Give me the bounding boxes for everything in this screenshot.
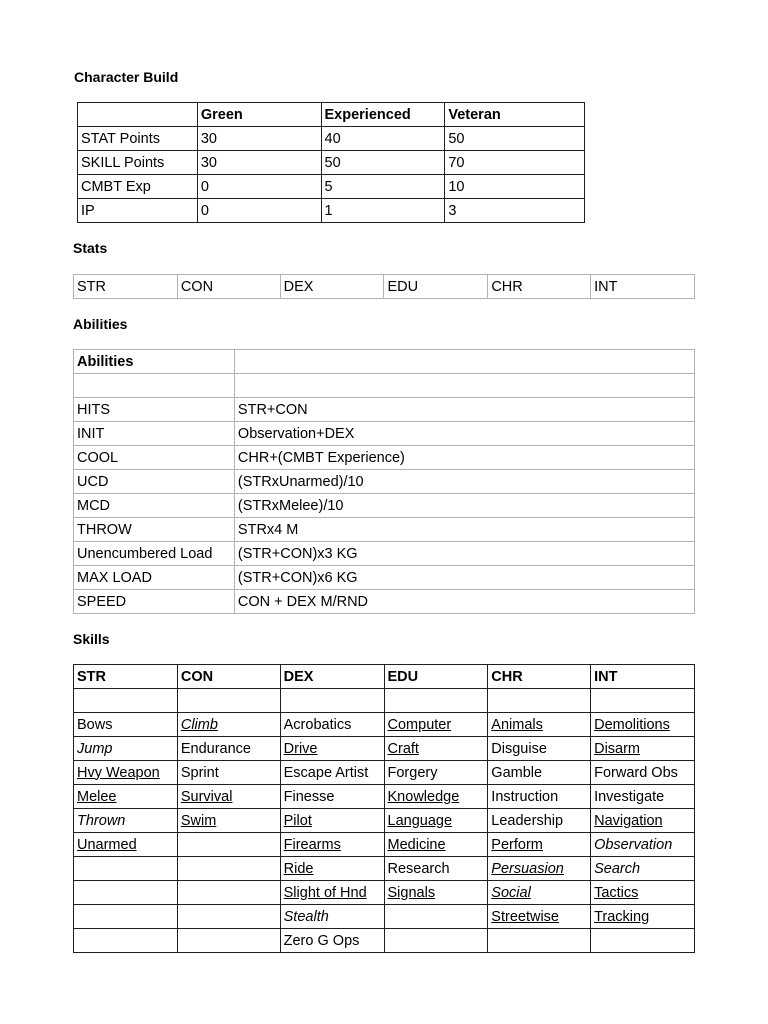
skill-cell: Research <box>384 857 488 881</box>
table-row <box>74 761 695 785</box>
table-cell: 70 <box>445 151 585 175</box>
table-row <box>74 494 695 518</box>
skill-cell: Unarmed <box>74 833 178 857</box>
abilities-table <box>73 349 695 614</box>
skill-cell: Observation <box>591 833 695 857</box>
table-cell: STR+CON <box>234 398 694 422</box>
skill-cell <box>74 929 178 953</box>
table-cell: HITS <box>74 398 235 422</box>
skill-cell <box>280 689 384 713</box>
table-row <box>74 689 695 713</box>
table-cell: MAX LOAD <box>74 566 235 590</box>
table-row <box>74 905 695 929</box>
skill-cell: Zero G Ops <box>280 929 384 953</box>
table-row <box>78 175 585 199</box>
table-row <box>74 713 695 737</box>
header-cell: Abilities <box>74 350 235 374</box>
skill-cell: Slight of Hnd <box>280 881 384 905</box>
skill-cell: Instruction <box>488 785 591 809</box>
header-cell: CHR <box>488 665 591 689</box>
table-cell: IP <box>78 199 198 223</box>
skill-cell: Melee <box>74 785 178 809</box>
skill-cell: Endurance <box>177 737 280 761</box>
table-cell: 50 <box>445 127 585 151</box>
skill-cell <box>177 833 280 857</box>
skill-cell <box>591 929 695 953</box>
skill-cell: Disarm <box>591 737 695 761</box>
header-cell <box>78 103 198 127</box>
table-cell: (STR+CON)x6 KG <box>234 566 694 590</box>
stat-cell: STR <box>74 275 178 299</box>
skill-cell <box>177 929 280 953</box>
stat-cell: CON <box>177 275 280 299</box>
table-cell: (STRxUnarmed)/10 <box>234 470 694 494</box>
table-cell: CON + DEX M/RND <box>234 590 694 614</box>
table-row <box>74 470 695 494</box>
skill-cell: Disguise <box>488 737 591 761</box>
skill-cell: Ride <box>280 857 384 881</box>
skill-cell: Thrown <box>74 809 178 833</box>
skill-cell <box>488 689 591 713</box>
skill-cell: Search <box>591 857 695 881</box>
skill-cell: Bows <box>74 713 178 737</box>
skill-cell: Medicine <box>384 833 488 857</box>
table-row <box>74 398 695 422</box>
skill-cell <box>74 689 178 713</box>
table-row <box>78 127 585 151</box>
skill-cell: Signals <box>384 881 488 905</box>
skill-cell: Craft <box>384 737 488 761</box>
table-cell: (STRxMelee)/10 <box>234 494 694 518</box>
skill-cell: Sprint <box>177 761 280 785</box>
skill-cell <box>177 689 280 713</box>
table-row <box>74 275 695 299</box>
skill-cell: Firearms <box>280 833 384 857</box>
skill-cell: Escape Artist <box>280 761 384 785</box>
table-cell: Observation+DEX <box>234 422 694 446</box>
table-cell: CMBT Exp <box>78 175 198 199</box>
table-cell: 3 <box>445 199 585 223</box>
table-row <box>74 422 695 446</box>
table-row <box>74 785 695 809</box>
table-cell: MCD <box>74 494 235 518</box>
skill-cell: Finesse <box>280 785 384 809</box>
skill-cell: Tactics <box>591 881 695 905</box>
stats-heading: Stats <box>73 240 108 256</box>
skill-cell <box>177 881 280 905</box>
skill-cell <box>74 857 178 881</box>
header-cell: Veteran <box>445 103 585 127</box>
skill-cell: Perform <box>488 833 591 857</box>
skill-cell: Stealth <box>280 905 384 929</box>
character-build-heading: Character Build <box>74 69 179 85</box>
table-cell: 1 <box>321 199 445 223</box>
table-row <box>74 929 695 953</box>
skill-cell: Navigation <box>591 809 695 833</box>
skill-cell <box>384 929 488 953</box>
skill-cell: Jump <box>74 737 178 761</box>
character-build-table <box>77 102 585 223</box>
table-row <box>78 151 585 175</box>
table-row <box>74 446 695 470</box>
skill-cell: Tracking <box>591 905 695 929</box>
skill-cell: Knowledge <box>384 785 488 809</box>
stats-table <box>73 274 695 299</box>
skills-table <box>73 664 695 953</box>
skill-cell: Swim <box>177 809 280 833</box>
skill-cell: Persuasion <box>488 857 591 881</box>
skill-cell: Survival <box>177 785 280 809</box>
skill-cell: Climb <box>177 713 280 737</box>
table-row <box>74 833 695 857</box>
table-cell: INIT <box>74 422 235 446</box>
skill-cell <box>488 929 591 953</box>
table-header-row <box>74 665 695 689</box>
table-cell <box>74 374 235 398</box>
stat-cell: EDU <box>384 275 488 299</box>
skill-cell <box>384 905 488 929</box>
skill-cell <box>177 857 280 881</box>
table-row <box>74 590 695 614</box>
header-cell: Experienced <box>321 103 445 127</box>
table-cell: 5 <box>321 175 445 199</box>
table-cell: 30 <box>197 151 321 175</box>
skill-cell: Streetwise <box>488 905 591 929</box>
table-cell: 50 <box>321 151 445 175</box>
skill-cell: Social <box>488 881 591 905</box>
table-cell: 30 <box>197 127 321 151</box>
table-row <box>74 809 695 833</box>
header-cell: DEX <box>280 665 384 689</box>
table-row <box>74 542 695 566</box>
header-cell <box>234 350 694 374</box>
stat-cell: CHR <box>488 275 591 299</box>
table-cell: COOL <box>74 446 235 470</box>
skill-cell: Language <box>384 809 488 833</box>
table-header-row <box>78 103 585 127</box>
header-cell: CON <box>177 665 280 689</box>
table-row <box>74 566 695 590</box>
table-row <box>74 374 695 398</box>
skill-cell: Animals <box>488 713 591 737</box>
table-row <box>78 199 585 223</box>
skill-cell: Leadership <box>488 809 591 833</box>
table-cell: UCD <box>74 470 235 494</box>
table-cell: THROW <box>74 518 235 542</box>
table-row <box>74 857 695 881</box>
header-cell: EDU <box>384 665 488 689</box>
skill-cell: Hvy Weapon <box>74 761 178 785</box>
skill-cell: Forward Obs <box>591 761 695 785</box>
table-cell: SPEED <box>74 590 235 614</box>
table-cell <box>234 374 694 398</box>
skill-cell <box>177 905 280 929</box>
table-cell: STRx4 M <box>234 518 694 542</box>
table-cell: 0 <box>197 175 321 199</box>
stat-cell: INT <box>591 275 695 299</box>
table-cell: STAT Points <box>78 127 198 151</box>
stat-cell: DEX <box>280 275 384 299</box>
skill-cell: Computer <box>384 713 488 737</box>
table-header-row <box>74 350 695 374</box>
skill-cell <box>384 689 488 713</box>
table-row <box>74 737 695 761</box>
skill-cell: Pilot <box>280 809 384 833</box>
table-row <box>74 518 695 542</box>
skill-cell: Drive <box>280 737 384 761</box>
skill-cell <box>74 905 178 929</box>
skill-cell: Acrobatics <box>280 713 384 737</box>
table-cell: SKILL Points <box>78 151 198 175</box>
table-cell: CHR+(CMBT Experience) <box>234 446 694 470</box>
skill-cell: Gamble <box>488 761 591 785</box>
skill-cell: Forgery <box>384 761 488 785</box>
header-cell: INT <box>591 665 695 689</box>
table-cell: 10 <box>445 175 585 199</box>
skills-heading: Skills <box>73 631 110 647</box>
skill-cell: Investigate <box>591 785 695 809</box>
table-cell: 40 <box>321 127 445 151</box>
table-cell: (STR+CON)x3 KG <box>234 542 694 566</box>
table-cell: 0 <box>197 199 321 223</box>
table-cell: Unencumbered Load <box>74 542 235 566</box>
skill-cell <box>591 689 695 713</box>
table-row <box>74 881 695 905</box>
skill-cell: Demolitions <box>591 713 695 737</box>
header-cell: Green <box>197 103 321 127</box>
header-cell: STR <box>74 665 178 689</box>
abilities-heading: Abilities <box>73 316 128 332</box>
skill-cell <box>74 881 178 905</box>
